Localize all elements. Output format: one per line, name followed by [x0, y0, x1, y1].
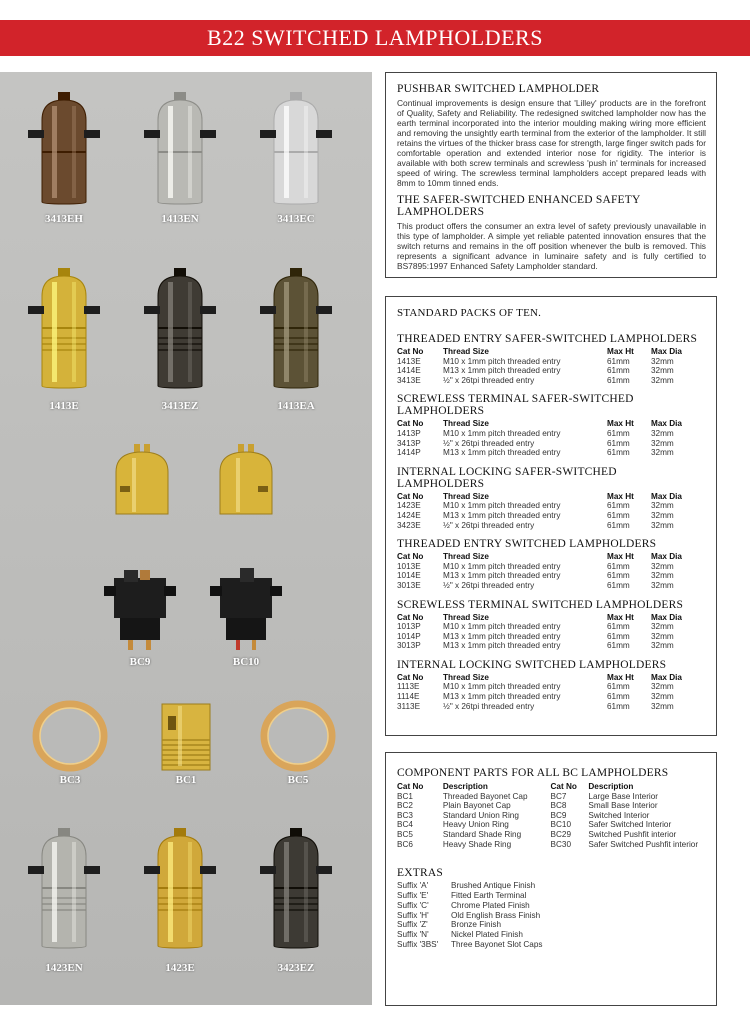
column-header: Cat No [397, 672, 424, 682]
extra-row [397, 911, 706, 921]
pack-cell: 61mm [607, 631, 630, 641]
component-row [397, 811, 706, 821]
pack-cell: 32mm [651, 448, 674, 458]
product-code: 3423EZ [277, 962, 315, 974]
pack-row [397, 501, 706, 511]
component-cell: Standard Shade Ring [442, 829, 522, 839]
column-header: Max Dia [651, 672, 682, 682]
pack-cell: 1013P [397, 622, 421, 632]
column-header: Cat No [397, 552, 424, 562]
pack-cell: 61mm [607, 580, 630, 590]
lampholder-image [256, 266, 336, 396]
pack-table [397, 673, 706, 711]
column-header: Max Ht [607, 612, 634, 622]
product-3413EZ [140, 266, 220, 412]
pack-row [397, 641, 706, 651]
extra-description: Nickel Plated Finish [451, 930, 523, 940]
product-code: 3413EZ [161, 400, 199, 412]
extras-list [397, 881, 706, 950]
pack-cell: M13 x 1mm pitch threaded entry [443, 448, 561, 458]
component-row [397, 801, 706, 811]
pack-table [397, 613, 706, 651]
column-header: Max Ht [607, 552, 634, 562]
extra-description: Chrome Plated Finish [451, 900, 530, 910]
product-bayonet-cap [206, 438, 286, 518]
component-cell: Switched Interior [588, 810, 650, 820]
pack-header-row [397, 419, 706, 429]
component-cell: Standard Union Ring [442, 810, 519, 820]
column-header: Thread Size [443, 491, 489, 501]
safer-switched-description: This product offers the consumer an extra level of safety previously unavailable in this type of lampholder. A simple yet reliable patented innovation ensures that the switch returns and remains in the off position whenever the bulb is removed. This represents a significant advance in luminaire safety and is fully certified to BS7895:1997 Enhanced Safety Lampholder standard. [397, 221, 706, 271]
pack-cell: 61mm [607, 641, 630, 651]
pack-row [397, 622, 706, 632]
product-1413EA [256, 266, 336, 412]
column-header: Max Ht [607, 347, 634, 356]
pack-cell: ½" x 26tpi threaded entry [443, 438, 535, 448]
product-code: 1423EN [45, 962, 83, 974]
pack-header-row [397, 552, 706, 562]
column-header: Cat No [397, 347, 424, 356]
component-cell: BC6 [397, 839, 413, 849]
column-header: Thread Size [443, 419, 489, 429]
extra-description: Bronze Finish [451, 920, 502, 930]
column-header: Max Dia [651, 552, 682, 562]
component-cell: BC30 [550, 839, 571, 849]
pack-cell: 1113E [397, 682, 420, 692]
pack-section [397, 538, 706, 590]
pack-cell: 61mm [607, 701, 630, 711]
pack-cell: ½" x 26tpi threaded entry [443, 520, 535, 530]
column-header: Cat No [397, 491, 424, 501]
lampholder-image [24, 266, 104, 396]
pack-cell: M13 x 1mm pitch threaded entry [443, 366, 561, 376]
pack-cell: 32mm [651, 571, 674, 581]
pack-header-row [397, 673, 706, 683]
pack-cell: 1414P [397, 448, 421, 458]
pack-cell: 1014P [397, 631, 421, 641]
product-bayonet-cap [102, 438, 182, 518]
column-header: Thread Size [443, 347, 489, 356]
pack-cell: 32mm [651, 428, 674, 438]
pack-cell: 61mm [607, 520, 630, 530]
pack-cell: 1114E [397, 692, 420, 702]
component-cell: BC3 [397, 810, 413, 820]
pack-row [397, 521, 706, 531]
product-BC3 [30, 700, 110, 786]
component-cell: Heavy Shade Ring [442, 839, 512, 849]
components-box [385, 752, 717, 1006]
pack-cell: M13 x 1mm pitch threaded entry [443, 510, 561, 520]
pack-cell: 61mm [607, 561, 630, 571]
product-code: BC10 [232, 656, 260, 668]
product-code: 1413E [49, 400, 79, 412]
pack-cell: M13 x 1mm pitch threaded entry [443, 692, 561, 702]
lampholder-image [24, 824, 104, 958]
product-1413E [24, 266, 104, 412]
pack-cell: 3413P [397, 438, 421, 448]
pushbar-description: Continual improvements is design ensure that 'Lilley' products are in the forefront of Quality, Safety and Reliability. The redesigned switched lampholder now has the earth terminal incorporated into the interior moulding making wiring more efficient and removing the unsightly earth terminal from the exterior of the lampholder. It still retains the virtues of the thicker brass case for strength, large finger switch pads for comfortable operation and extended interior nose for rigidity. The interior is available with both screw terminals and screwless 'push in' terminals for increased speed of wiring. The screwless terminal lampholders accept prepared leads with 8mm to 10mm tinned ends. [397, 98, 706, 188]
extra-row [397, 920, 706, 930]
column-header: Max Ht [607, 419, 634, 429]
pack-cell: M10 x 1mm pitch threaded entry [443, 561, 561, 571]
product-code: BC1 [175, 774, 197, 786]
column-header: Thread Size [443, 612, 489, 622]
component-cell: BC1 [397, 791, 413, 801]
component-cell: Plain Bayonet Cap [442, 801, 511, 811]
extra-row [397, 891, 706, 901]
pack-cell: M10 x 1mm pitch threaded entry [443, 682, 561, 692]
switch-interior-image [206, 566, 286, 652]
extra-row [397, 930, 706, 940]
pack-section-title: THREADED ENTRY SAFER-SWITCHED LAMPHOLDERS [397, 333, 698, 345]
product-1423EN [24, 824, 104, 974]
extra-suffix: Suffix 'E' [397, 890, 429, 900]
extra-description: Fitted Earth Terminal [451, 890, 527, 900]
pack-cell: M10 x 1mm pitch threaded entry [443, 356, 561, 366]
product-code: 1413EN [161, 213, 199, 225]
pack-section [397, 393, 706, 457]
pack-cell: M13 x 1mm pitch threaded entry [443, 631, 561, 641]
pack-section-title: INTERNAL LOCKING SWITCHED LAMPHOLDERS [397, 658, 667, 671]
packs-sections [397, 333, 706, 711]
extra-description: Old English Brass Finish [451, 910, 541, 920]
column-header: Max Ht [607, 672, 634, 682]
lampholder-image [256, 90, 336, 208]
pack-table [397, 347, 706, 385]
pack-cell: ½" x 26tpi threaded entry [443, 580, 535, 590]
pack-cell: 3113E [397, 701, 421, 711]
column-header: Max Ht [607, 491, 634, 501]
component-row [397, 830, 706, 840]
shade-ring-image [258, 700, 338, 772]
pack-row [397, 562, 706, 572]
pack-cell: 3413E [397, 375, 421, 385]
pack-cell: 61mm [607, 375, 630, 385]
column-header: Max Dia [651, 419, 682, 429]
pack-cell: 61mm [607, 448, 630, 458]
pack-section [397, 333, 706, 385]
pack-cell: 61mm [607, 428, 630, 438]
column-header: Cat No [397, 782, 424, 791]
pack-cell: 32mm [651, 366, 674, 376]
pack-section [397, 659, 706, 711]
component-row [397, 820, 706, 830]
pack-row [397, 511, 706, 521]
standard-packs-box [385, 296, 717, 736]
pack-section-title: SCREWLESS TERMINAL SWITCHED LAMPHOLDERS [397, 598, 684, 611]
pack-cell: 1014E [397, 571, 421, 581]
pack-cell: M10 x 1mm pitch threaded entry [443, 428, 561, 438]
component-cell: BC29 [550, 829, 571, 839]
pack-row [397, 439, 706, 449]
pack-cell: 32mm [651, 622, 674, 632]
component-cell: Safer Switched Pushfit interior [588, 839, 699, 849]
pack-cell: 61mm [607, 438, 630, 448]
pack-cell: M10 x 1mm pitch threaded entry [443, 501, 561, 511]
component-cell: BC4 [397, 820, 413, 830]
pack-cell: 61mm [607, 571, 630, 581]
component-cell: Small Base Interior [588, 801, 658, 811]
pack-cell: 61mm [607, 622, 630, 632]
component-cell: BC10 [550, 820, 571, 830]
packs-title: STANDARD PACKS OF TEN. [397, 307, 542, 319]
extra-suffix: Suffix 'N' [397, 930, 429, 940]
product-code: BC3 [59, 774, 81, 786]
lampholder-image [140, 266, 220, 396]
column-header: Max Dia [651, 612, 682, 622]
component-cell: BC5 [397, 829, 413, 839]
safer-switched-heading: THE SAFER-SWITCHED ENHANCED SAFETY LAMPHOLDERS [397, 194, 641, 218]
product-BC5 [258, 700, 338, 786]
page-title: B22 SWITCHED LAMPHOLDERS [0, 20, 750, 56]
pack-cell: 1423E [397, 501, 421, 511]
components-rows [397, 792, 706, 850]
extra-suffix: Suffix 'H' [397, 910, 429, 920]
product-code: BC5 [287, 774, 309, 786]
extra-description: Three Bayonet Slot Caps [451, 939, 543, 949]
pack-cell: 32mm [651, 520, 674, 530]
component-cell: Safer Switched Interior [588, 820, 672, 830]
pack-section-title: SCREWLESS TERMINAL SAFER-SWITCHED LAMPHOLDERS [397, 393, 634, 418]
lampholder-image [140, 90, 220, 208]
pack-row [397, 692, 706, 702]
product-1423E [140, 824, 220, 974]
product-BC10 [206, 566, 286, 668]
column-header: Thread Size [443, 552, 489, 562]
pack-cell: 32mm [651, 580, 674, 590]
switch-interior-image [100, 566, 180, 652]
pack-cell: 61mm [607, 692, 630, 702]
pack-cell: 1013E [397, 561, 421, 571]
pack-cell: 32mm [651, 682, 674, 692]
product-1413EN [140, 90, 220, 225]
product-code: 3413EC [277, 213, 315, 225]
pack-cell: 1424E [397, 510, 421, 520]
component-cell: BC2 [397, 801, 413, 811]
pack-row [397, 682, 706, 692]
column-header: Description [442, 782, 488, 791]
pack-row [397, 632, 706, 642]
pack-cell: 32mm [651, 561, 674, 571]
pack-row [397, 357, 706, 367]
pack-cell: 32mm [651, 641, 674, 651]
extra-row [397, 881, 706, 891]
extra-suffix: Suffix '3BS' [397, 939, 439, 949]
extras-title: EXTRAS [397, 867, 443, 880]
pack-table [397, 419, 706, 457]
component-cell: BC7 [550, 791, 567, 801]
component-row [397, 840, 706, 850]
column-header: Cat No [397, 419, 424, 429]
extra-suffix: Suffix 'Z' [397, 920, 428, 930]
pack-cell: 32mm [651, 701, 674, 711]
pack-cell: 32mm [651, 356, 674, 366]
extra-description: Brushed Antique Finish [451, 881, 536, 891]
pack-cell: 1413P [397, 428, 421, 438]
pack-cell: 3013E [397, 580, 421, 590]
lampholder-image [24, 90, 104, 208]
pack-header-row [397, 492, 706, 502]
component-row [397, 792, 706, 802]
column-header: Max Dia [651, 347, 682, 356]
components-table [397, 782, 706, 849]
pack-cell: ½" x 26tpi threaded entry [443, 375, 535, 385]
pack-cell: M13 x 1mm pitch threaded entry [443, 571, 561, 581]
pack-row [397, 366, 706, 376]
lampholder-image [256, 824, 336, 958]
bayonet-cap-image [102, 438, 182, 518]
bayonet-cap-image [146, 700, 226, 772]
pack-cell: 61mm [607, 510, 630, 520]
product-code: BC9 [129, 656, 151, 668]
pack-cell: 61mm [607, 356, 630, 366]
product-3413EC [256, 90, 336, 225]
component-cell: BC9 [550, 810, 567, 820]
extra-suffix: Suffix 'C' [397, 900, 429, 910]
product-photo-panel [0, 72, 372, 1005]
pack-table [397, 552, 706, 590]
pack-cell: 32mm [651, 510, 674, 520]
extra-suffix: Suffix 'A' [397, 881, 429, 891]
components-header-row [397, 782, 706, 792]
pack-cell: M10 x 1mm pitch threaded entry [443, 622, 561, 632]
pack-cell: 61mm [607, 366, 630, 376]
column-header: Description [588, 782, 634, 791]
bayonet-cap-image [206, 438, 286, 518]
column-header: Max Dia [651, 491, 682, 501]
pack-section [397, 599, 706, 651]
pack-row [397, 571, 706, 581]
lampholder-image [140, 824, 220, 958]
product-3423EZ [256, 824, 336, 974]
column-header: Cat No [550, 782, 577, 791]
union-ring-image [30, 700, 110, 772]
column-header: Cat No [397, 612, 424, 622]
pack-header-row [397, 613, 706, 623]
pack-cell: 32mm [651, 375, 674, 385]
extra-row [397, 901, 706, 911]
pack-cell: 32mm [651, 438, 674, 448]
pack-cell: 3013P [397, 641, 421, 651]
pack-row [397, 376, 706, 386]
pack-table [397, 492, 706, 530]
pack-cell: 32mm [651, 692, 674, 702]
pack-row [397, 429, 706, 439]
pack-cell: ½" x 26tpi threaded entry [443, 701, 535, 711]
pack-cell: M13 x 1mm pitch threaded entry [443, 641, 561, 651]
pack-cell: 1414E [397, 366, 421, 376]
component-cell: Threaded Bayonet Cap [442, 791, 528, 801]
pushbar-heading: PUSHBAR SWITCHED LAMPHOLDER [397, 83, 600, 95]
pack-cell: 61mm [607, 501, 630, 511]
product-code: 1423E [165, 962, 195, 974]
pack-cell: 61mm [607, 682, 630, 692]
product-code: 1413EA [277, 400, 315, 412]
pack-section-title: THREADED ENTRY SWITCHED LAMPHOLDERS [397, 538, 657, 551]
product-code: 3413EH [45, 213, 83, 225]
column-header: Thread Size [443, 672, 489, 682]
component-cell: Heavy Union Ring [442, 820, 509, 830]
pack-row [397, 702, 706, 712]
pack-row [397, 581, 706, 591]
component-cell: BC8 [550, 801, 567, 811]
product-BC1 [146, 700, 226, 786]
pack-header-row [397, 347, 706, 357]
extra-row [397, 940, 706, 950]
component-cell: Large Base Interior [588, 791, 659, 801]
product-3413EH [24, 90, 104, 225]
pack-section-title: INTERNAL LOCKING SAFER-SWITCHED LAMPHOLDERS [397, 465, 617, 490]
product-BC9 [100, 566, 180, 668]
pack-cell: 32mm [651, 501, 674, 511]
pack-cell: 1413E [397, 356, 421, 366]
pack-section [397, 466, 706, 530]
pack-row [397, 448, 706, 458]
component-cell: Switched Pushfit interior [588, 829, 677, 839]
pack-cell: 32mm [651, 631, 674, 641]
intro-box [385, 72, 717, 278]
components-title: COMPONENT PARTS FOR ALL BC LAMPHOLDERS [397, 767, 669, 779]
pack-cell: 3423E [397, 520, 421, 530]
